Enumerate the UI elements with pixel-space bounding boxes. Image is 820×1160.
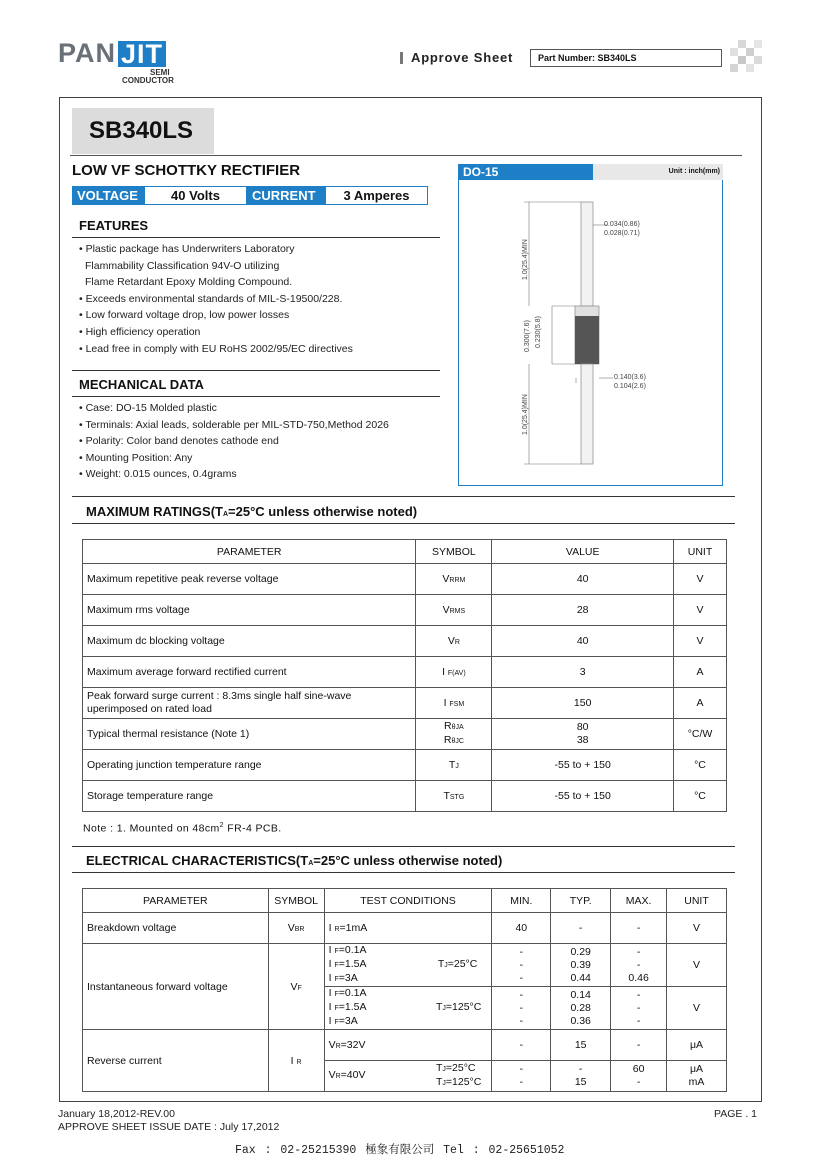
lead-dia-2: 0.028(0.71): [604, 230, 640, 237]
ratings-top-divider: [72, 496, 735, 497]
column-header: TYP.: [551, 889, 611, 913]
product-subtitle: LOW VF SCHOTTKY RECTIFIER: [72, 162, 301, 179]
approve-sheet-text: Approve Sheet: [411, 50, 514, 65]
part-title: SB340LS: [89, 117, 194, 144]
table-row: Peak forward surge current : 8.3ms single half sine-wave uperimposed on rated load I FSM 150 A: [83, 688, 727, 719]
column-header: PARAMETER: [83, 540, 416, 564]
lead-top: [581, 202, 593, 306]
voltage-value: 40 Volts: [144, 186, 247, 205]
table-header-row: [83, 889, 727, 913]
column-header: SYMBOL: [268, 889, 324, 913]
column-header: VALUE: [492, 540, 674, 564]
table-row: Maximum dc blocking voltage VR 40 V: [83, 626, 727, 657]
lead-len-bottom: 1.0(25.4)MIN: [522, 394, 529, 435]
voltage-label: VOLTAGE: [72, 186, 144, 205]
mechanical-line: • Weight: 0.015 ounces, 0.4grams: [79, 468, 237, 481]
max-ratings-heading: MAXIMUM RATINGS(TA=25°C unless otherwise noted): [86, 504, 418, 519]
electrical-heading: ELECTRICAL CHARACTERISTICS(TA=25°C unless otherwise noted): [86, 853, 503, 868]
ratings-divider: [72, 523, 735, 524]
column-header: SYMBOL: [416, 540, 492, 564]
table-row: Reverse current I R VR=32V - 15 - μA: [83, 1030, 727, 1061]
table-row: Maximum rms voltage VRMS 28 V: [83, 595, 727, 626]
feature-line: • Exceeds environmental standards of MIL-S-19500/228.: [79, 292, 343, 305]
page-number: PAGE . 1: [714, 1108, 757, 1120]
table-row: Maximum average forward rectified current I F(AV) 3 A: [83, 657, 727, 688]
column-header: TEST CONDITIONS: [324, 889, 492, 913]
table-row: Operating junction temperature range TJ -55 to + 150 °C: [83, 750, 727, 781]
package-diagram-header: [458, 164, 723, 180]
title-divider: [70, 155, 742, 156]
approve-bar-icon: [400, 52, 403, 64]
mechanical-list: [79, 400, 389, 483]
feature-line: • Low forward voltage drop, low power losses: [79, 309, 290, 322]
do15-package-drawing: [458, 180, 723, 486]
mechanical-line: • Terminals: Axial leads, solderable per MIL-STD-750,Method 2026: [79, 418, 389, 431]
body-len-1: 0.300(7.6): [524, 320, 531, 352]
features-list: [79, 241, 353, 357]
mechanical-top-divider: [72, 370, 440, 371]
table-row: Maximum repetitive peak reverse voltage VRRM 40 V: [83, 564, 727, 595]
feature-line: Flammability Classification 94V-O utilizing: [85, 259, 280, 272]
mechanical-line: • Case: DO-15 Molded plastic: [79, 402, 217, 414]
table-row: I F=0.1A I F=1.5A TJ=125°C I F=3A - - - 0.14 0.28 0.36 - - - V: [83, 987, 727, 1030]
checker-pattern-icon: [726, 40, 762, 76]
features-divider: [72, 237, 440, 238]
revision-date: January 18,2012-REV.00: [58, 1108, 175, 1120]
feature-line: • Plastic package has Underwriters Laboratory: [79, 243, 295, 255]
mechanical-divider: [72, 396, 440, 397]
spec-row: [72, 186, 428, 205]
feature-line: • High efficiency operation: [79, 325, 201, 338]
mechanical-line: • Mounting Position: Any: [79, 451, 193, 464]
max-ratings-table: [82, 539, 727, 812]
logo-text: PAN: [58, 38, 117, 68]
logo-box: JIT: [118, 41, 166, 67]
body-len-2: 0.230(5.8): [535, 316, 542, 348]
package-tag: DO-15: [458, 164, 593, 180]
column-header: UNIT: [667, 889, 727, 913]
mechanical-heading: MECHANICAL DATA: [79, 377, 204, 392]
mechanical-line: • Polarity: Color band denotes cathode end: [79, 435, 279, 448]
logo-sub-2: CONDUCTOR: [122, 76, 174, 85]
logo-sub-1: SEMI: [150, 68, 170, 77]
column-header: MIN.: [492, 889, 551, 913]
current-value: 3 Amperes: [325, 186, 428, 205]
cathode-band: [575, 316, 599, 364]
column-header: PARAMETER: [83, 889, 269, 913]
table-row: Typical thermal resistance (Note 1) RθJA RθJC 80 38 °C/W: [83, 719, 727, 750]
unit-label: Unit : inch(mm): [593, 164, 723, 180]
feature-line: Flame Retardant Epoxy Molding Compound.: [85, 276, 293, 289]
ratings-note: Note : 1. Mounted on $48cm^2$ FR-4 PCB.: [83, 822, 282, 835]
table-row: Instantaneous forward voltage VF I F=0.1A I F=1.5A TJ=25°C I F=3A - - - 0.29 0.39 0.44 - - 0.46 V: [83, 944, 727, 987]
part-number-box: Part Number: SB340LS: [530, 49, 722, 67]
table-row: Storage temperature range TSTG -55 to + 150 °C: [83, 781, 727, 812]
table-row: Breakdown voltage VBR I R=1mA 40 - - V: [83, 913, 727, 944]
column-header: UNIT: [674, 540, 727, 564]
body-dia-2: 0.104(2.6): [614, 383, 646, 390]
table-header-row: [83, 540, 727, 564]
table-row: VR=40V TJ=25°C TJ=125°C - - - 15 60 - μA mA: [83, 1061, 727, 1092]
electrical-divider: [72, 872, 735, 873]
lead-len-top: 1.0(25.4)MIN: [522, 239, 529, 280]
logo: [58, 38, 174, 85]
approve-sheet-label: [400, 50, 513, 65]
electrical-table: [82, 888, 727, 1092]
features-heading: FEATURES: [79, 218, 149, 233]
fax-line: Fax : 02-25215390 極象有限公司 Tel : 02-25651052: [235, 1144, 565, 1157]
feature-line: • Lead free in comply with EU RoHS 2002/95/EC directives: [79, 342, 353, 355]
electrical-top-divider: [72, 846, 735, 847]
current-label: CURRENT: [247, 186, 325, 205]
body-dia-1: 0.140(3.6): [614, 374, 646, 381]
lead-dia-1: 0.034(0.86): [604, 221, 640, 228]
lead-bottom: [581, 364, 593, 464]
column-header: MAX.: [611, 889, 667, 913]
issue-date: APPROVE SHEET ISSUE DATE : July 17,2012: [58, 1121, 280, 1133]
